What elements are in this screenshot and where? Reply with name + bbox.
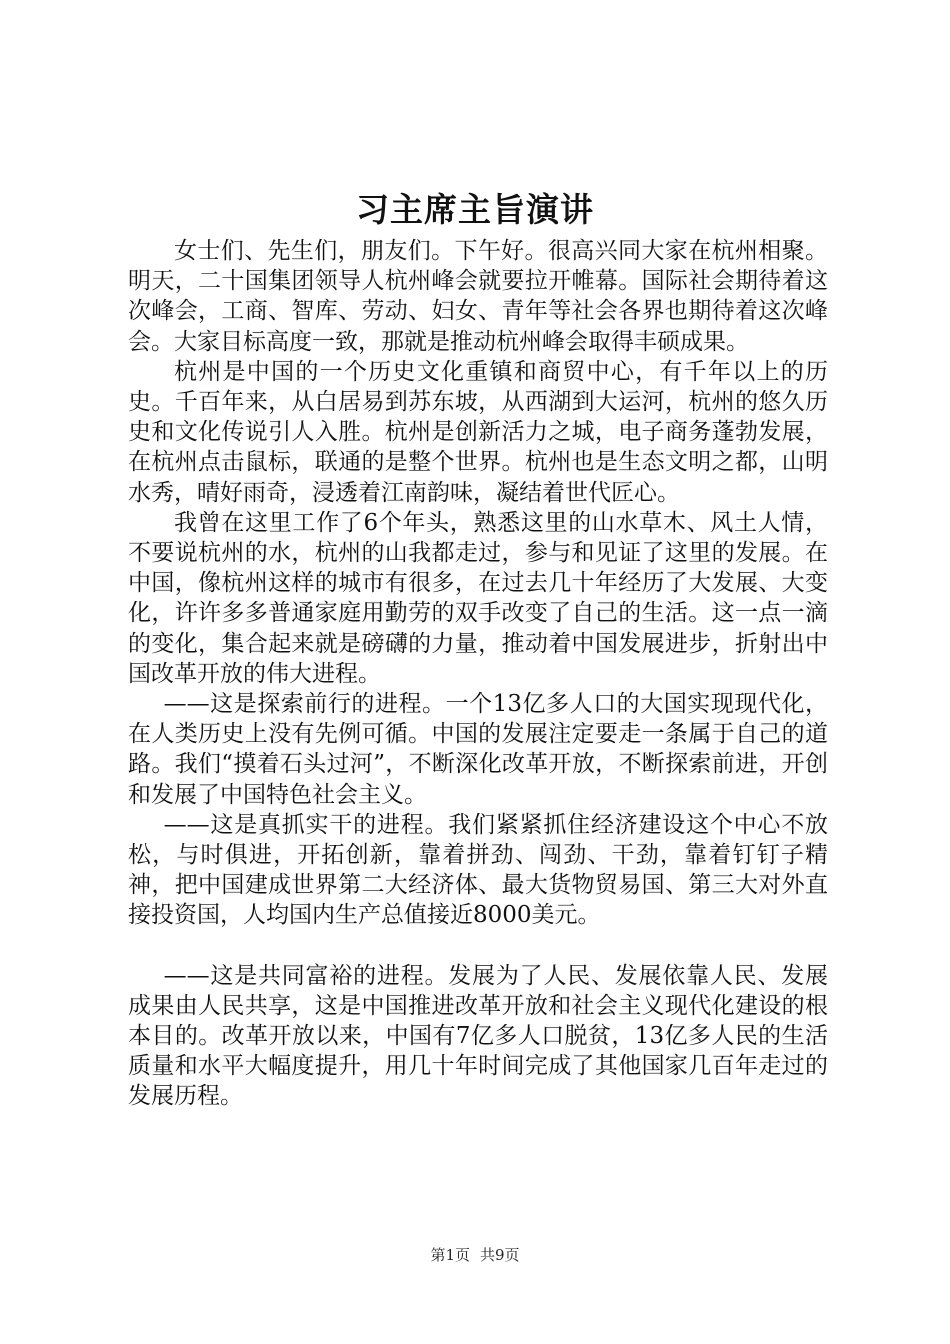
document-body [128, 236, 828, 1112]
page-total: 共9页 [480, 1246, 520, 1264]
page-number: 第1页 [430, 1246, 470, 1264]
document-title: 习主席主旨演讲 [356, 190, 594, 229]
paragraph-5: ——这是真抓实干的进程。我们紧紧抓住经济建设这个中心不放松，与时俱进，开拓创新，靠着拼劲、闯劲、干劲，靠着钉钉子精神，把中国建成世界第二大经济体、最大货物贸易国、第三大对外直接投资国，人均国内生产总值接近8000美元。 [128, 811, 828, 929]
page-footer [0, 1244, 950, 1266]
paragraph-6: ——这是共同富裕的进程。发展为了人民、发展依靠人民、发展成果由人民共享，这是中国推进改革开放和社会主义现代化建设的根本目的。改革开放以来，中国有7亿多人口脱贫，13亿多人民的生活质量和水平大幅度提升，用几十年时间完成了其他国家几百年走过的发展历程。 [128, 962, 828, 1110]
paragraph-3: 我曾在这里工作了6个年头，熟悉这里的山水草木、风土人情，不要说杭州的水，杭州的山我都走过，参与和见证了这里的发展。在中国，像杭州这样的城市有很多，在过去几十年经历了大发展、大变化，许许多多普通家庭用勤劳的双手改变了自己的生活。这一点一滴的变化，集合起来就是磅礴的力量，推动着中国发展进步，折射出中国改革开放的伟大进程。 [128, 509, 828, 687]
paragraph-4: ——这是探索前行的进程。一个13亿多人口的大国实现现代化，在人类历史上没有先例可循。中国的发展注定要走一条属于自己的道路。我们“摸着石头过河”，不断深化改革开放，不断探索前进，开创和发展了中国特色社会主义。 [128, 691, 828, 808]
paragraph-1: 女士们、先生们，朋友们。下午好。很高兴同大家在杭州相聚。明天，二十国集团领导人杭州峰会就要拉开帷幕。国际社会期待着这次峰会，工商、智库、劳动、妇女、青年等社会各界也期待着这次峰会。大家目标高度一致，那就是推动杭州峰会取得丰硕成果。 [128, 238, 828, 355]
paragraph-2: 杭州是中国的一个历史文化重镇和商贸中心，有千年以上的历史。千百年来，从白居易到苏东坡，从西湖到大运河，杭州的悠久历史和文化传说引人入胜。杭州是创新活力之城，电子商务蓬勃发展，在杭州点击鼠标，联通的是整个世界。杭州也是生态文明之都，山明水秀，晴好雨奇，浸透着江南韵味，凝结着世代匠心。 [128, 358, 828, 506]
